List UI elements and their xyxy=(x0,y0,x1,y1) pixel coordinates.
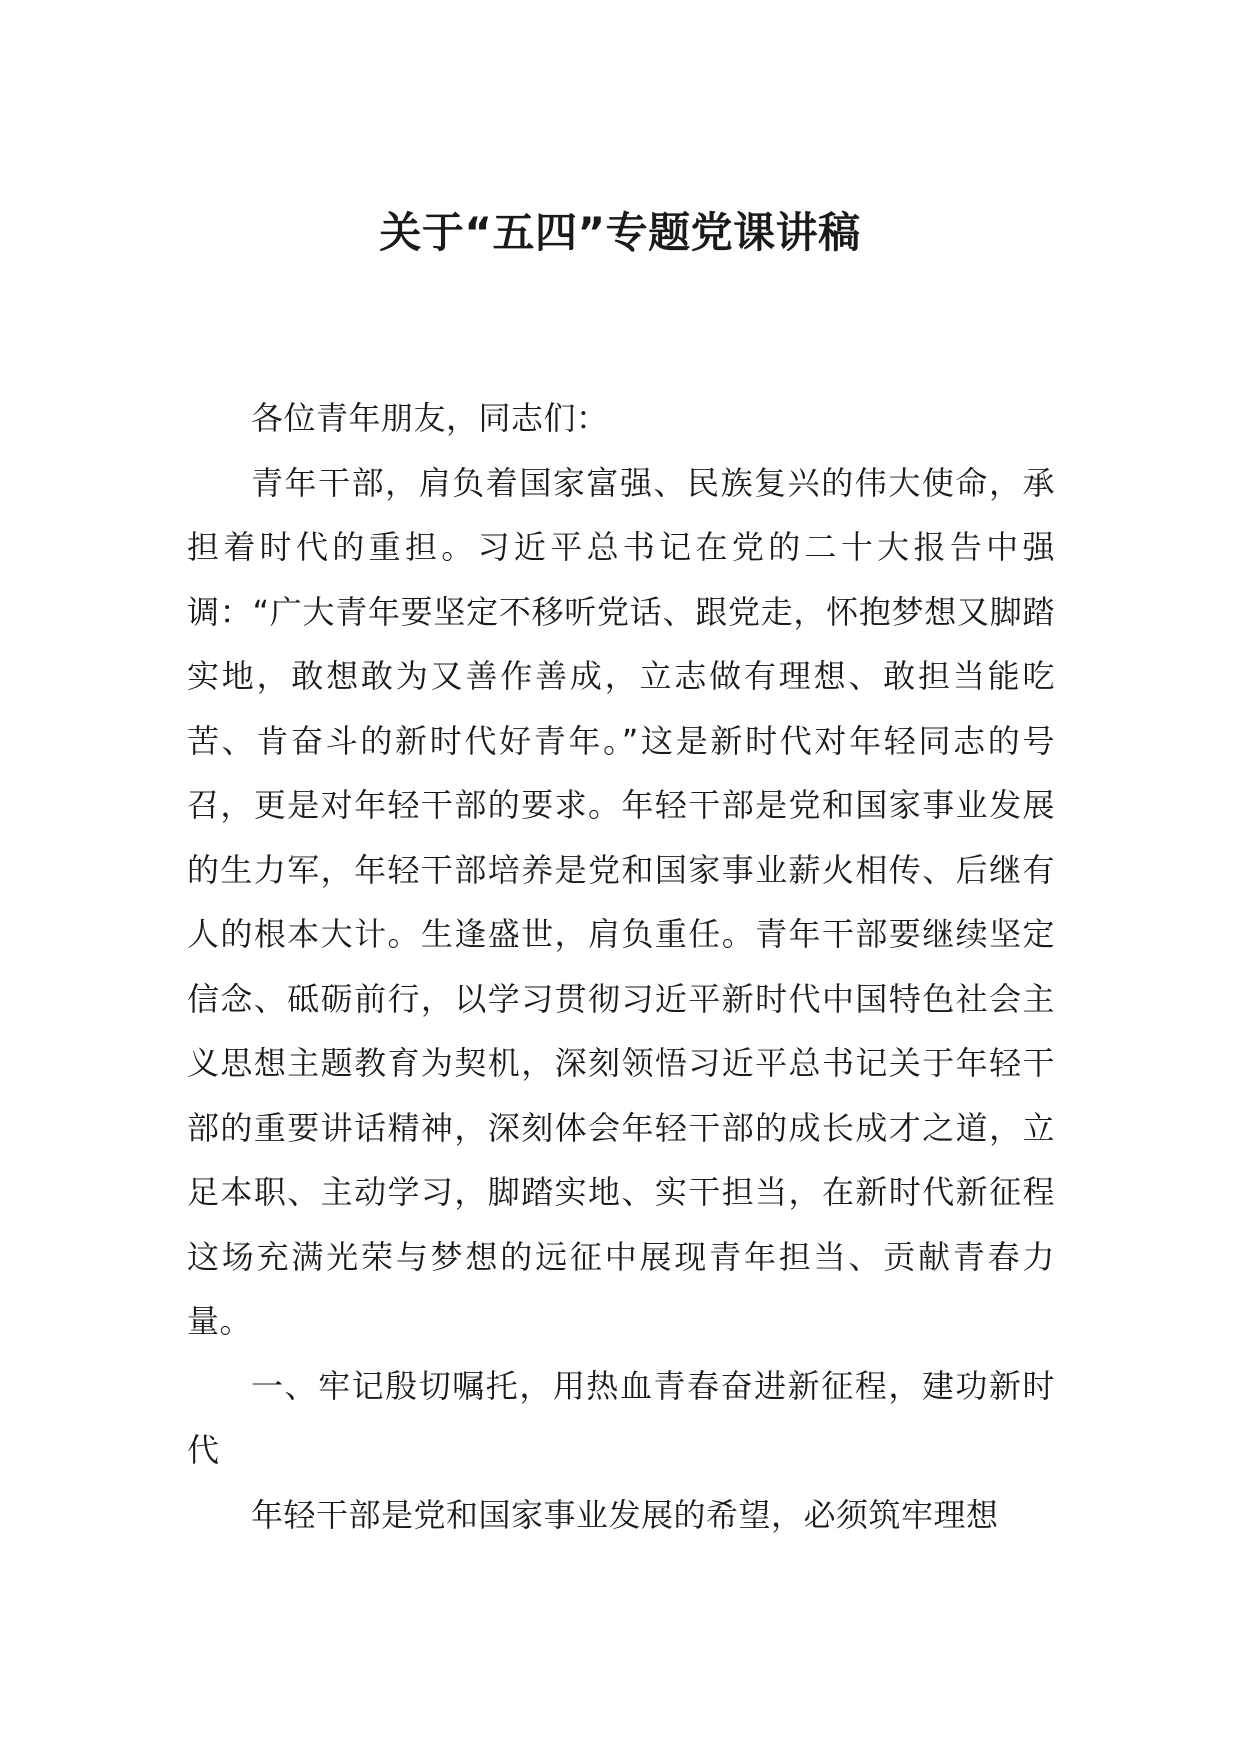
section-heading-1: 一、牢记殷切嘱托，用热血青春奋进新征程，建功新时代 xyxy=(187,1366,1055,1469)
section-1-paragraph: 年轻干部是党和国家事业发展的希望，必须筑牢理想 xyxy=(251,1495,999,1534)
intro-paragraph: 青年干部，肩负着国家富强、民族复兴的伟大使命，承担着时代的重担。习近平总书记在党的二十大报告中强调：“广大青年要坚定不移听党话、跟党走，怀抱梦想又脚踏实地，敢想敢为又善作善成，立志做有理想、敢担当能吃苦、肯奋斗的新时代好青年。”这是新时代对年轻同志的号召，更是对年轻干部的要求。年轻干部是党和国家事业发展的生力军，年轻干部培养是党和国家事业薪火相传、后继有人的根本大计。生逢盛世，肩负重任。青年干部要继续坚定信念、砥砺前行，以学习贯彻习近平新时代中国特色社会主义思想主题教育为契机，深刻领悟习近平总书记关于年轻干部的重要讲话精神，深刻体会年轻干部的成长成才之道，立足本职、主动学习，脚踏实地、实干担当，在新时代新征程这场充满光荣与梦想的远征中展现青年担当、贡献青春力量。 xyxy=(187,463,1055,1340)
document-body xyxy=(187,386,1055,1547)
document-title: 关于“五四”专题党课讲稿 xyxy=(379,208,861,257)
salutation-paragraph: 各位青年朋友，同志们： xyxy=(251,399,609,437)
